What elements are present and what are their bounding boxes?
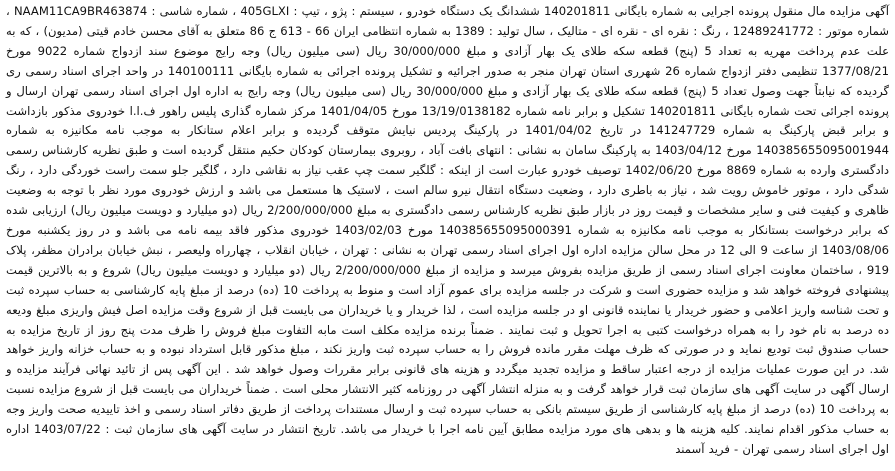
notice-body-text: آگهی مزایده مال منقول پرونده اجرایی به شماره بایگانی 140201811 ششدانگ یک دستگاه خودرو ، سیستم : پژو ، تیپ : 405GLXI ، شماره شاسی : NAAM11CA9BR463874 ، شماره موتور : 12489241772 ، رنگ : نقره ای - نقره ای - متالیک ، سال تولید : 1389 به شماره انتظامی ایران 66 - 613 ج 86 متعلق به آقای محسن خادم قیتی (مدیون) ، که به علت عدم پرداخت مهریه به تعداد 5 (پنج) قطعه سکه طلای یک بهار آزادی و مبلغ 30/000/000 ریال (سی میلیون ریال) وجه رایج موضوع سند ازدواج شماره 9022 مورخ 1377/08/21 تنظیمی دفتر ازدواج شماره 26 شهرری استان تهران منجر به صدور اجرائیه و تشکیل پرونده اجرائی به شماره بایگانی 140100111 در واحد اجرای اسناد رسمی ری گردیده که نیابتاً جهت وصول تعداد 5 (پنج) قطعه سکه طلای یک بهار آزادی و مبلغ 30/000/000 ریال (سی میلیون ریال) وجه رایج به اداره اول اجرای اسناد رسمی تهران ارسال و پرونده اجرائی تحت شماره بایگانی 140201811 تشکیل و برابر نامه شماره 13/19/0138182 مورخ 1401/04/05 مرکز شماره گذاری پلیس راهور ف.ا.ا خودروی مذکور بازداشت و برابر قبض پارکینگ به شماره 141247729 در تاریخ 1401/04/02 در پارکینگ پردیس نیایش متوقف گردیده و برابر اعلام ستانکار به موجب نامه مکانیزه به شماره 140385655095001944 مورخ 1403/04/12 به پارکینگ سامان به نشانی : انتهای بافت آباد ، روبروی بیمارستان کودکان حکیم منتقل گردیده است و طبق نظریه کارشناس رسمی دادگستری وارده به شماره 8869 مورخ 1402/06/20 توصیف خودرو عبارت است از اینکه : گلگیر سمت چپ عقب نیاز به نقاشی دارد ، گلگیر جلو سمت راست خوردگی دارد ، رنگ شدگی دارد ، موتور خاموش رویت شد ، نیاز به باطری دارد ، وضعیت دستگاه انتقال نیرو سالم است ، لاستیک ها مستعمل می باشد و ارزش خودروی مورد نظر با توجه به وضعیت ظاهری و کیفیت فنی و سایر مشخصات و قیمت روز در بازار طبق نظریه کارشناس رسمی دادگستری به مبلغ 2/200/000/000 ریال (دو میلیارد و دویست میلیون ریال) ارزیابی شده که برابر درخواست بستانکار به موجب نامه مکانیزه به شماره 140385655095000391 مورخ 1403/02/03 خودروی مذکور فاقد بیمه نامه می باشد و در روز یکشنبه مورخ 1403/08/06 از ساعت 9 الی 12 در محل سالن مزایده اداره اول اجرای اسناد رسمی تهران به نشانی : تهران ، خیابان انقلاب ، چهارراه ولیعصر ، نبش خیابان برادران مظفر، پلاک 919 ، ساختمان معاونت اجرای اسناد رسمی از طریق مزایده بفروش میرسد و مزایده از مبلغ 2/200/000/000 ریال (دو میلیارد و دویست میلیون ریال) شروع و به بالاترین قیمت پیشنهادی فروخته خواهد شد و مزایده حضوری است و شرکت در جلسه مزایده برای عموم آزاد است و منوط به پرداخت 10 (ده) درصد از مبلغ پایه کارشناسی به حساب سپرده ثبت و تحت شناسه واریز اعلامی و حضور خریدار یا نماینده قانونی او در جلسه مزایده است ، لذا خریدار و یا خریداران می بایست قبل از شروع وقت مزایده اصل فیش واریزی مبلغ ودیعه ده درصد به نام خود را به همراه درخواست کتبی به اجرا تحویل و ثبت نمایند . ضمناً برنده مزایده مکلف است مابه التفاوت مبلغ فروش را ظرف مدت پنج روز از تاریخ مزایده به حساب صندوق ثبت تودیع نماید و در صورتی که ظرف مهلت مقرر مانده فروش را به حساب سپرده ثبت واریز نکند ، مبلغ مذکور قابل استرداد نبوده و به حساب خزانه واریز خواهد شد. در این صورت عملیات مزایده از درجه اعتبار ساقط و مزایده تجدید میگردد و هزینه های قانونی برابر مقررات وصول خواهد شد . این آگهی پس از تائید نهائی فرآیند مزایده و ارسال آگهی در سایت آگهی های سازمان ثبت قرار خواهد گرفت و به منزله انتشار آگهی در روزنامه کثیر الانتشار محلی است . ضمناً خریداران می بایست قبل از شروع مزایده نسبت به پرداخت 10 (ده) درصد از مبلغ پایه کارشناسی از طریق سیستم بانکی به حساب سپرده ثبت و ارسال مستندات پرداخت از طریق دفاتر اسناد رسمی و اخذ تاییدیه صحت واریز وجه به حساب مذکور اقدام نمایند. کلیه هزینه ها و بدهی های مورد مزایده مطابق آیین نامه اجرا با خریدار می باشد. تاریخ انتشار در سایت آگهی های سازمان ثبت : 1403/07/22 اداره اول اجرای اسناد رسمی تهران - فرید آسمند	[6, 4, 890, 456]
